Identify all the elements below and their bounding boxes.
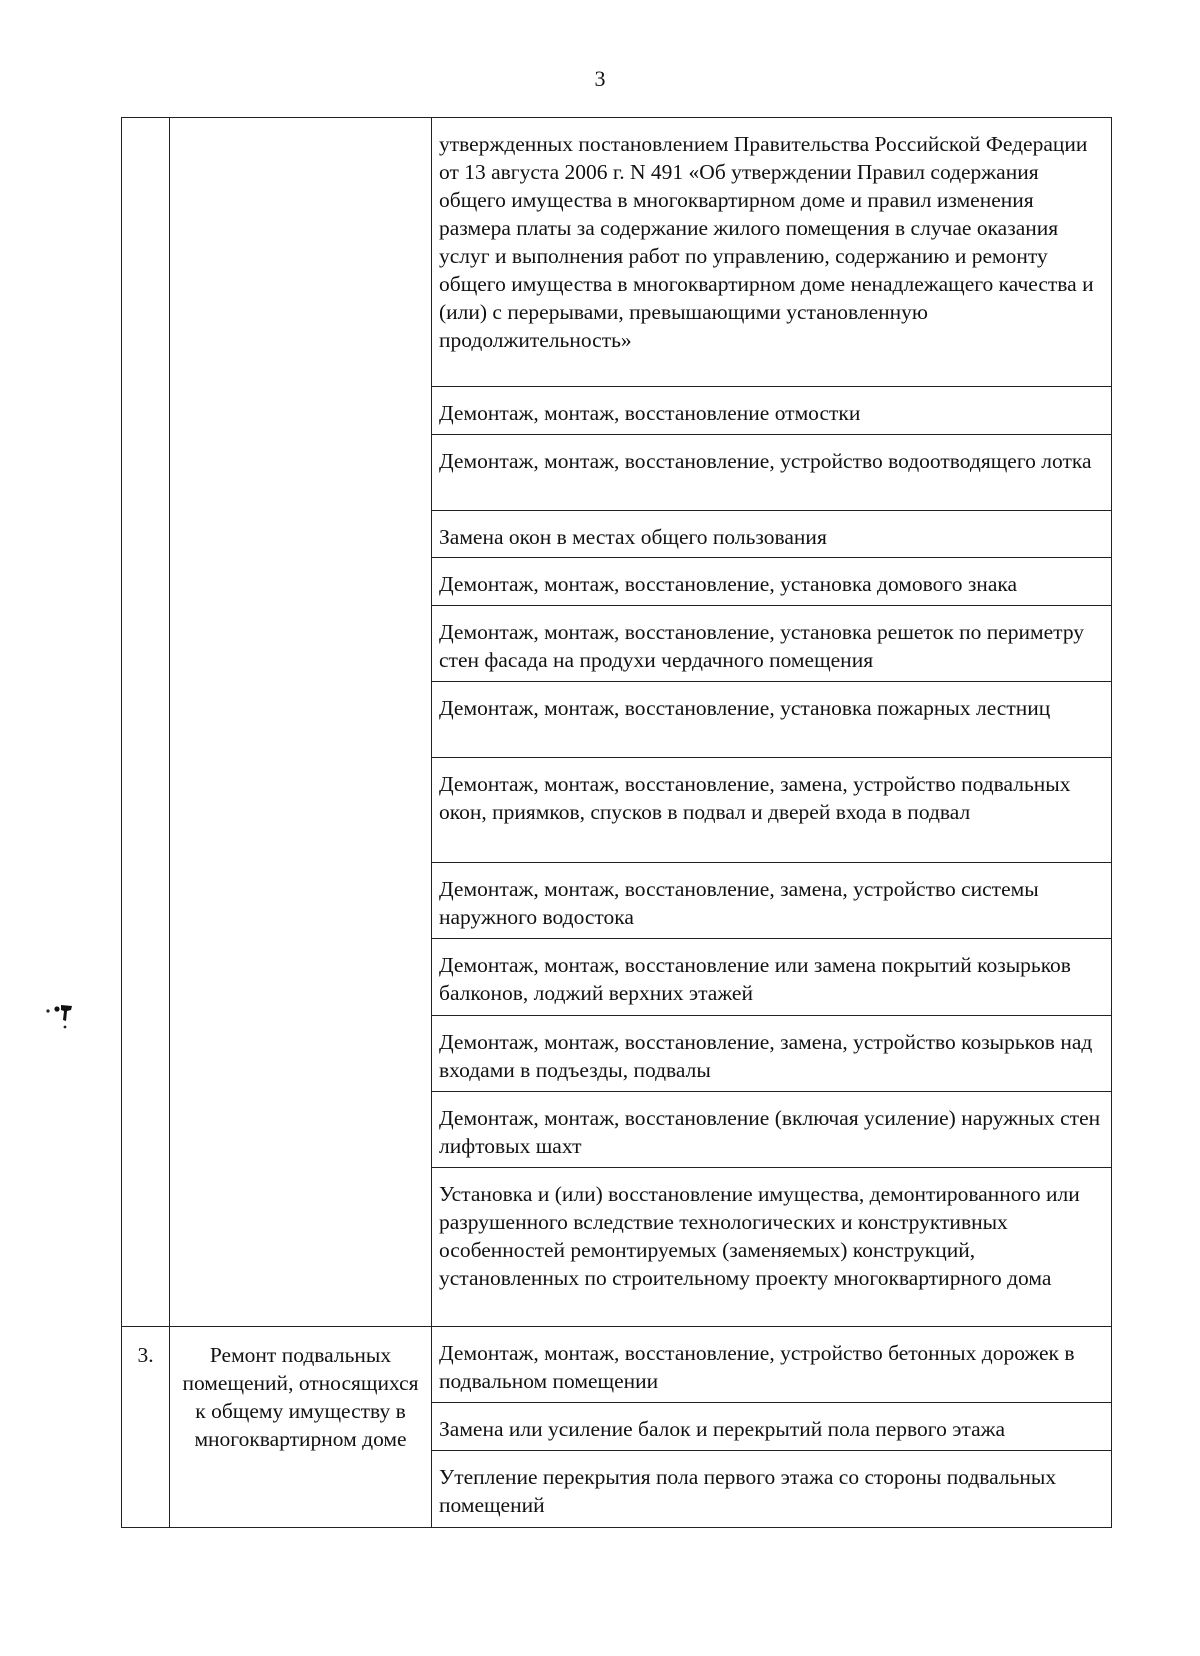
work-cell: Демонтаж, монтаж, восстановление, установка домового знака	[432, 558, 1112, 606]
section-name: Ремонт подвальных помещений, относящихся к общему имуществу в многоквартирном доме	[170, 1327, 432, 1528]
work-cell: Демонтаж, монтаж, восстановление (включая усиление) наружных стен лифтовых шахт	[432, 1092, 1112, 1168]
work-cell: Демонтаж, монтаж, восстановление, установка решеток по периметру стен фасада на продухи чердачного помещения	[432, 606, 1112, 682]
works-table	[121, 117, 1112, 1528]
work-cell: Демонтаж, монтаж, восстановление, замена, устройство подвальных окон, приямков, спусков в подвал и дверей входа в подвал	[432, 758, 1112, 863]
work-cell: Установка и (или) восстановление имущества, демонтированного или разрушенного вследствие технологических и конструктивных особенностей ремонтируемых (заменяемых) конструкций, установленных по строительному проекту многоквартирного дома	[432, 1168, 1112, 1327]
work-cell: Демонтаж, монтаж, восстановление, установка пожарных лестниц	[432, 682, 1112, 758]
work-cell: Демонтаж, монтаж, восстановление, замена, устройство козырьков над входами в подъезды, подвалы	[432, 1016, 1112, 1092]
work-cell: Демонтаж, монтаж, восстановление, устройство бетонных дорожек в подвальном помещении	[432, 1327, 1112, 1403]
work-cell: Демонтаж, монтаж, восстановление или замена покрытий козырьков балконов, лоджий верхних этажей	[432, 939, 1112, 1016]
work-cell: утвержденных постановлением Правительства Российской Федерации от 13 августа 2006 г. N 491 «Об утверждении Правил содержания общего имущества в многоквартирном доме и правил изменения размера платы за содержание жилого помещения в случае оказания услуг и выполнения работ по управлению, содержанию и ремонту общего имущества в многоквартирном доме ненадлежащего качества и (или) с перерывами, превышающими установленную продолжительность»	[432, 118, 1112, 387]
page-number: 3	[594, 66, 606, 91]
name-cell-continued	[170, 118, 432, 1327]
number-cell-continued	[122, 118, 170, 1327]
section-number: 3.	[122, 1327, 170, 1528]
work-cell: Демонтаж, монтаж, восстановление, замена, устройство системы наружного водостока	[432, 863, 1112, 939]
work-cell: Замена или усиление балок и перекрытий пола первого этажа	[432, 1403, 1112, 1451]
table-row	[122, 118, 1112, 387]
table-row	[122, 1327, 1112, 1403]
work-cell: Замена окон в местах общего пользования	[432, 511, 1112, 558]
work-cell: Демонтаж, монтаж, восстановление отмостки	[432, 387, 1112, 435]
work-cell: Демонтаж, монтаж, восстановление, устройство водоотводящего лотка	[432, 435, 1112, 511]
work-cell: Утепление перекрытия пола первого этажа со стороны подвальных помещений	[432, 1451, 1112, 1528]
scan-artifact-mark	[28, 995, 88, 1035]
